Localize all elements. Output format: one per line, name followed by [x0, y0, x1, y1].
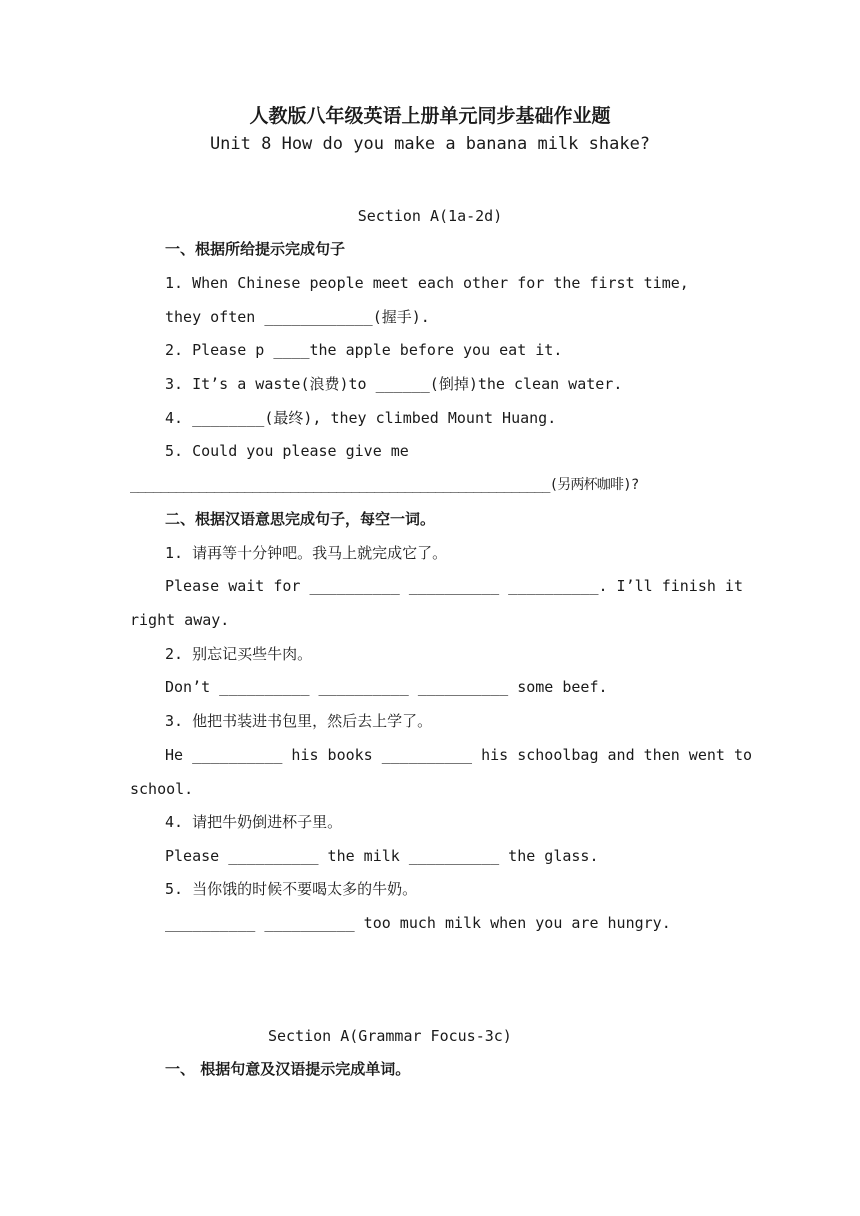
part-heading: 一、根据所给提示完成句子 — [165, 240, 346, 258]
exercise-line: He __________ his books __________ his schoolbag and then went to — [165, 746, 752, 764]
exercise-line: 2. Please p ____the apple before you eat it. — [165, 341, 563, 359]
exercise-line: they often ____________(握手). — [165, 308, 430, 326]
exercise-line: 1. 请再等十分钟吧。我马上就完成它了。 — [165, 544, 448, 562]
exercise-line: 2. 别忘记买些牛肉。 — [165, 645, 313, 663]
section-heading: Section A(Grammar Focus-3c) — [268, 1027, 512, 1045]
exercise-line: Please __________ the milk __________ the glass. — [165, 847, 599, 865]
section-heading: Section A(1a-2d) — [357, 207, 503, 225]
exercise-line: _______________________________________________________(另两杯咖啡)? — [130, 477, 639, 493]
document-title-english: Unit 8 How do you make a banana milk shake? — [209, 134, 651, 154]
exercise-line: Don’t __________ __________ __________ some beef. — [165, 678, 608, 696]
exercise-line: 5. Could you please give me — [165, 442, 409, 460]
exercise-line: __________ __________ too much milk when you are hungry. — [165, 914, 671, 932]
exercise-line: 3. It’s a waste(浪费)to ______(倒掉)the clean water. — [165, 375, 623, 393]
exercise-line: school. — [130, 780, 194, 798]
exercise-line: Please wait for __________ __________ __________. I’ll finish it — [165, 577, 743, 595]
document-title-chinese: 人教版八年级英语上册单元同步基础作业题 — [249, 105, 611, 127]
exercise-line: 4. 请把牛奶倒进杯子里。 — [165, 813, 343, 831]
exercise-line: 1. When Chinese people meet each other for the first time, — [165, 274, 689, 292]
part-heading: 一、 根据句意及汉语提示完成单词。 — [165, 1060, 411, 1078]
exercise-line: right away. — [130, 611, 230, 629]
exercise-line: 5. 当你饿的时候不要喝太多的牛奶。 — [165, 880, 418, 898]
part-heading: 二、根据汉语意思完成句子，每空一词。 — [165, 510, 436, 528]
exercise-line: 4. ________(最终), they climbed Mount Huang. — [165, 409, 557, 427]
exercise-line: 3. 他把书装进书包里，然后去上学了。 — [165, 712, 433, 730]
